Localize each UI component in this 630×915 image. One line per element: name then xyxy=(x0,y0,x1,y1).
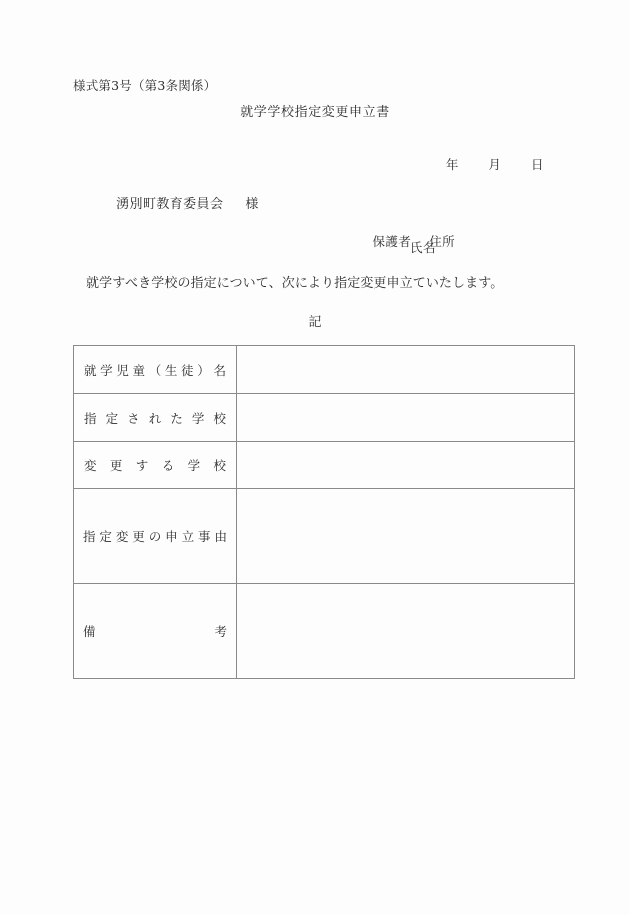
table-row xyxy=(74,394,575,442)
guardian-address-label: 住所 xyxy=(429,234,456,249)
row-label-cell xyxy=(74,489,237,584)
row-value-cell[interactable] xyxy=(237,489,575,584)
row-value-cell[interactable] xyxy=(237,394,575,442)
addressee-organization: 湧別町教育委員会 xyxy=(116,197,224,212)
addressee xyxy=(98,178,259,227)
guardian-role-label: 保護者 xyxy=(372,234,412,249)
row-label: 備考 xyxy=(83,624,227,639)
row-label-cell xyxy=(74,442,237,489)
row-value-cell[interactable] xyxy=(237,442,575,489)
table-row xyxy=(74,346,575,394)
guardian-name-label: 氏名 xyxy=(410,240,436,255)
date-line xyxy=(430,140,543,188)
page-title: 就学学校指定変更申立書 xyxy=(240,105,390,120)
table-row xyxy=(74,584,575,679)
row-label: 変更する学校 xyxy=(84,458,226,473)
body-sentence: 就学すべき学校の指定について、次により指定変更申立ていたします。 xyxy=(86,276,504,291)
month-label: 月 xyxy=(488,157,501,172)
row-value-cell[interactable] xyxy=(237,346,575,394)
row-label-cell xyxy=(74,394,237,442)
addressee-honorific: 様 xyxy=(245,197,259,212)
row-label: 就学児童（生徒）名 xyxy=(84,362,226,378)
application-table xyxy=(73,345,575,679)
form-number: 様式第3号（第3条関係） xyxy=(73,78,217,93)
day-label: 日 xyxy=(530,157,544,172)
row-label: 指定変更の申立事由 xyxy=(83,529,227,544)
table-row xyxy=(74,489,575,584)
row-value-cell[interactable] xyxy=(237,584,575,679)
row-label-cell xyxy=(74,584,237,679)
row-label-cell xyxy=(74,346,237,394)
guardian-block xyxy=(355,217,455,265)
ki-marker: 記 xyxy=(308,315,322,330)
table-row xyxy=(74,442,575,489)
year-label: 年 xyxy=(445,157,459,172)
row-label: 指定された学校 xyxy=(84,410,226,426)
